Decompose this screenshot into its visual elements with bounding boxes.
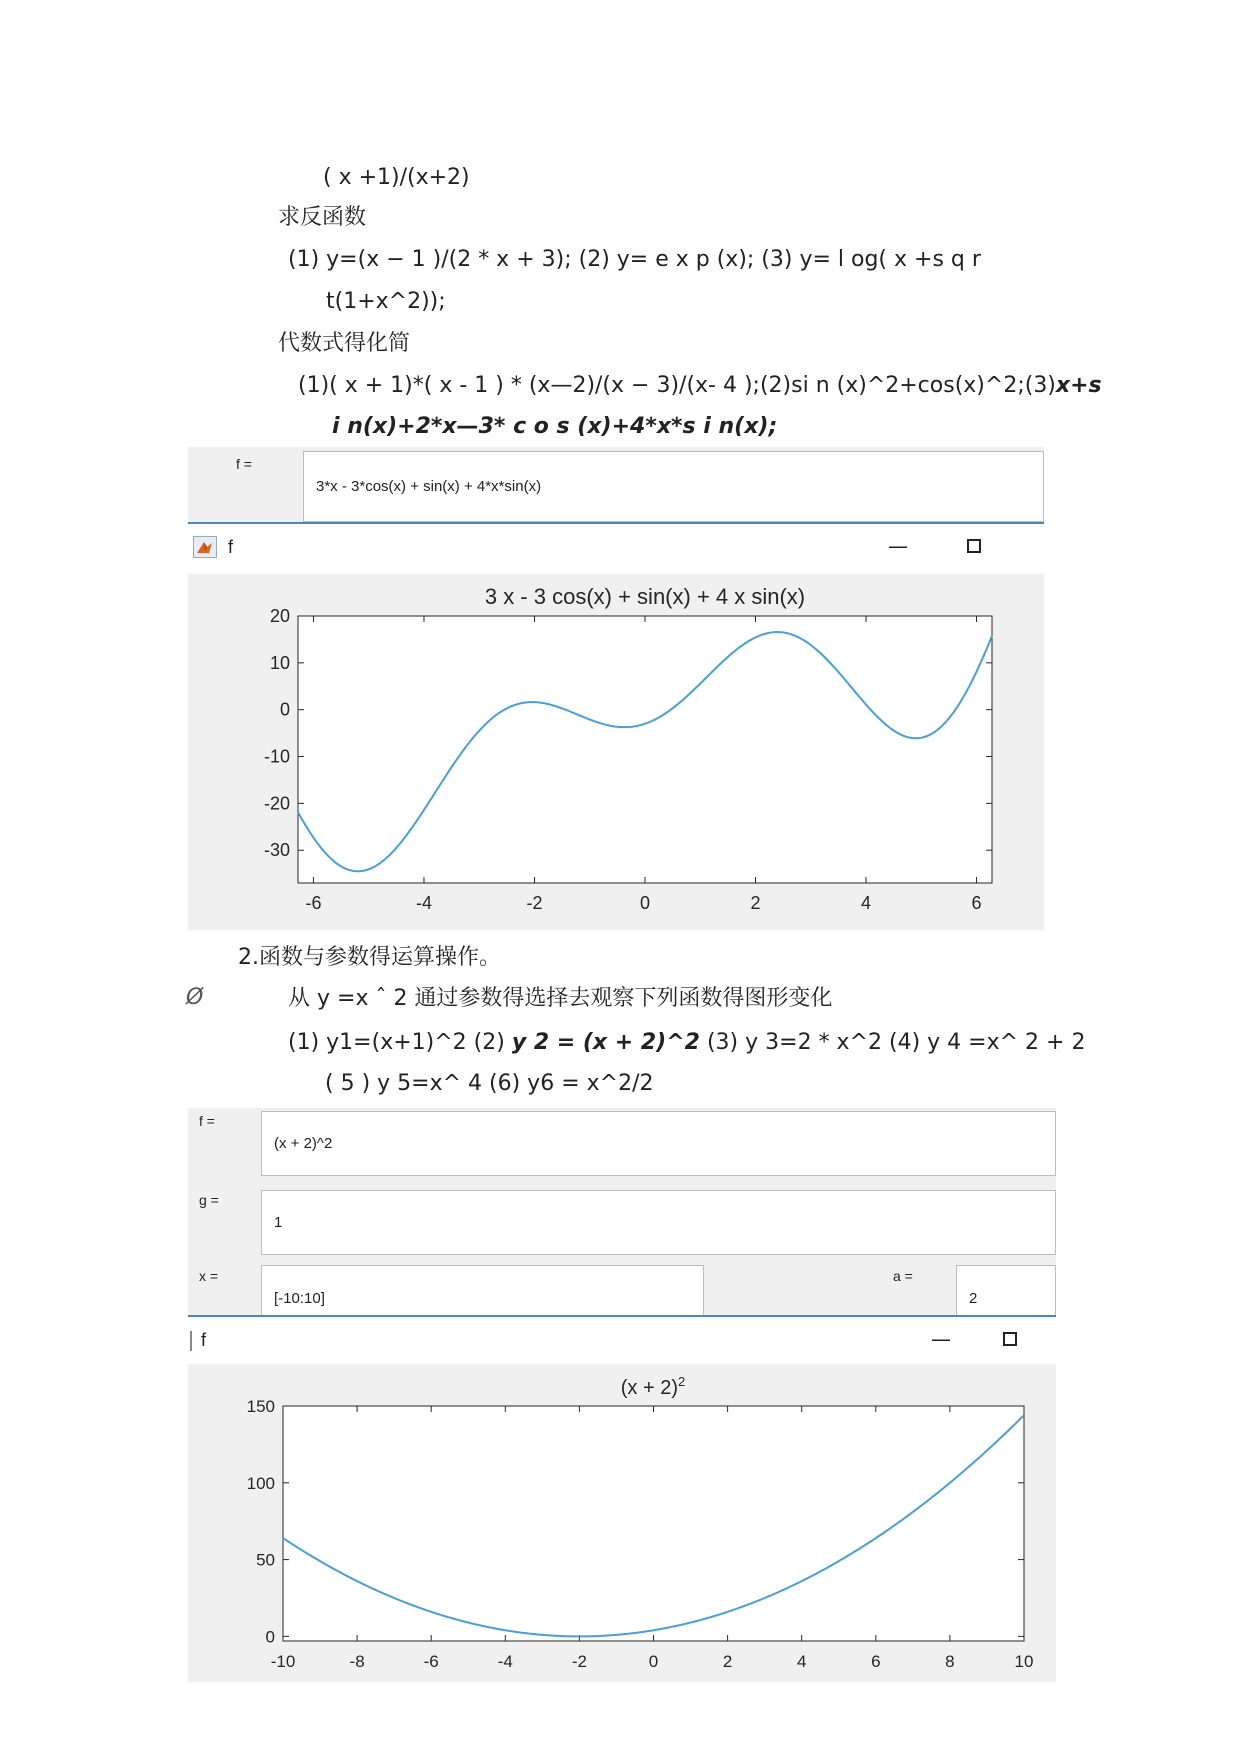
text-simplify-items-b: x+s (1055, 373, 1102, 398)
g-value-field[interactable] (261, 1190, 1056, 1255)
plot-title (621, 1374, 685, 1399)
y-tick-label: 100 (246, 1473, 275, 1493)
y-tick-label: -10 (263, 746, 290, 767)
text-inverse-items: (1) y=(x − 1 )/(2 * x + 3); (2) y= e x p (x); (3) y= l og( x +s q r (288, 247, 981, 272)
plot-title-superscript: 2 (678, 1374, 686, 1389)
f-value-field[interactable] (303, 451, 1044, 522)
variable-panel-2 (188, 1108, 1056, 1316)
x-label: x = (199, 1268, 219, 1284)
text-simplify-items-a: (1)( x + 1)*( x - 1 ) * (x—2)/(x − 3)/(x- 4 );(2)si n (x)^2+cos(x)^2;(3) (298, 373, 1056, 398)
function-list-1a: (1) y1=(x+1)^2 (2) (288, 1030, 512, 1055)
f-label: f = (236, 456, 252, 472)
panel-2-divider (188, 1315, 1056, 1317)
x-tick-label: 4 (861, 893, 872, 913)
y-tick-label: 10 (269, 652, 290, 673)
f-value-text: 3*x - 3*cos(x) + sin(x) + 4*x*sin(x) (316, 478, 542, 495)
x-value-field[interactable] (261, 1265, 704, 1316)
y-tick-label: 150 (246, 1397, 275, 1416)
figure-1-plot (188, 574, 1044, 930)
f-label: f = (199, 1113, 215, 1129)
x-tick-label: -6 (305, 893, 322, 913)
x-tick-label: 6 (871, 1652, 881, 1671)
section-2-heading: 2.函数与参数得运算操作。 (238, 945, 501, 970)
x-tick-label: -6 (423, 1652, 439, 1671)
x-tick-label: 6 (971, 893, 982, 913)
x-tick-label: 10 (1014, 1652, 1034, 1671)
y-tick-label: 0 (279, 699, 290, 720)
maximize-button[interactable] (1003, 1332, 1017, 1346)
plot-title-base: (x + 2) (620, 1377, 679, 1399)
plot-title: 3 x - 3 cos(x) + sin(x) + 4 x sin(x) (484, 584, 806, 609)
x-tick-label: -4 (415, 893, 432, 913)
x-tick-label: 0 (639, 893, 651, 913)
window-title: f (201, 1330, 207, 1350)
plot-area (298, 616, 992, 883)
f-value-field[interactable] (261, 1111, 1056, 1176)
function-list-1c: (3) y 3=2 * x^2 (4) y 4 =x^ 2 + 2 (699, 1030, 1086, 1055)
g-value-text: 1 (274, 1214, 283, 1231)
function-list-1 (288, 1030, 1085, 1056)
a-label: a = (893, 1268, 913, 1284)
figure-window-1-titlebar (188, 526, 1044, 572)
window-edge-icon (190, 1331, 195, 1351)
x-value-text: [-10:10] (274, 1290, 325, 1307)
a-value-field[interactable] (956, 1265, 1056, 1316)
panel-1-divider (188, 522, 1044, 524)
y-tick-label: 50 (256, 1550, 275, 1570)
text-inverse-items-cont: t(1+x^2)); (326, 289, 446, 314)
a-value-text: 2 (969, 1290, 978, 1307)
text-simplify-items-cont: i n(x)+2*x—3* c o s (x)+4*x*s i n(x); (332, 414, 778, 439)
x-tick-label: 8 (945, 1652, 955, 1671)
function-list-1b: y 2 = (x + 2)^2 (511, 1030, 700, 1055)
figure-window-2-titlebar (188, 1319, 1056, 1364)
y-tick-label: 0 (265, 1627, 275, 1647)
x-tick-label: -2 (571, 1652, 587, 1671)
y-tick-label: -30 (263, 840, 290, 861)
x-tick-label: 4 (796, 1652, 807, 1671)
x-tick-label: 0 (648, 1652, 659, 1671)
x-tick-label: 2 (722, 1652, 733, 1671)
figure-2-plot (188, 1364, 1056, 1682)
y-tick-label: 20 (269, 606, 290, 626)
g-label: g = (199, 1192, 219, 1208)
x-tick-label: -10 (270, 1652, 296, 1671)
f-value-text: (x + 2)^2 (274, 1135, 333, 1152)
bullet-icon: Ø (186, 985, 204, 1010)
heading-simplify: 代数式得化简 (278, 331, 411, 356)
minimize-button[interactable]: — (931, 1327, 951, 1351)
minimize-button[interactable]: — (888, 534, 908, 558)
heading-inverse-function: 求反函数 (278, 205, 367, 230)
x-tick-label: -2 (526, 893, 543, 913)
x-tick-label: -4 (497, 1652, 513, 1671)
matlab-icon (193, 536, 217, 558)
y-tick-label: -20 (263, 793, 290, 814)
section-2-intro: 从 y =x ˆ 2 通过参数得选择去观察下列函数得图形变化 (288, 986, 833, 1011)
variable-panel-1 (188, 447, 1044, 524)
text-simplify-items (298, 373, 1102, 399)
text-line-1: ( x +1)/(x+2) (323, 165, 470, 190)
x-tick-label: -8 (349, 1652, 365, 1671)
plot-area (283, 1406, 1024, 1641)
function-list-2: ( 5 ) y 5=x^ 4 (6) y6 = x^2/2 (325, 1071, 654, 1096)
maximize-button[interactable] (967, 539, 981, 553)
x-tick-label: 2 (750, 893, 761, 913)
window-title: f (228, 537, 234, 557)
